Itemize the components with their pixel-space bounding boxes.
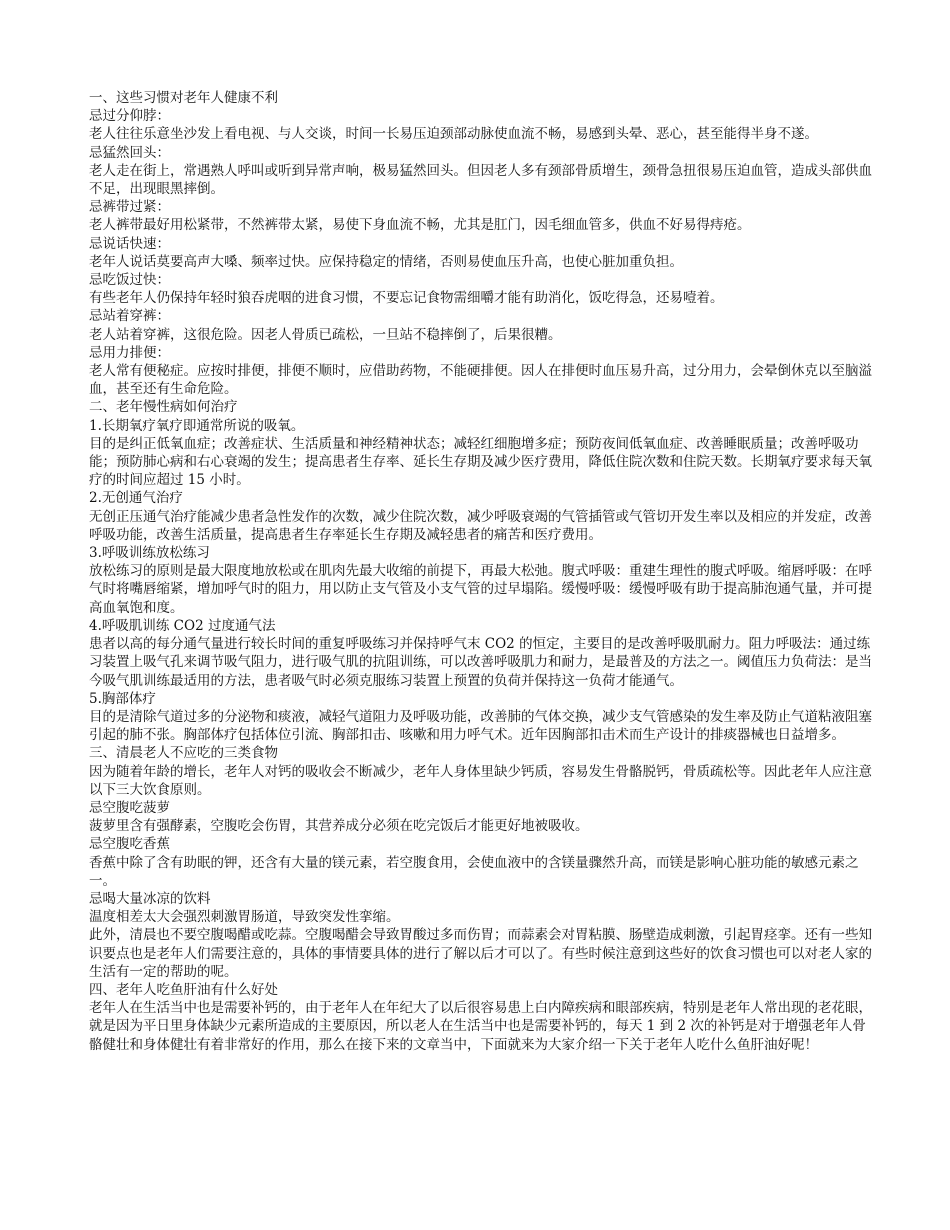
paragraph: 目的是纠正低氧血症；改善症状、生活质量和神经精神状态；减轻红细胞增多症；预防夜间低氧血症、改善睡眠质量；改善呼吸功能；预防肺心病和右心衰竭的发生；提高患者生存率、延长生存期及减少医疗费用，降低住院次数和住院天数。长期氧疗要求每天氧疗的时间应超过 15 小时。 (89, 435, 872, 489)
paragraph: 有些老年人仍保持年轻时狼吞虎咽的进食习惯，不要忘记食物需细嚼才能有助消化，饭吃得急，还易噎着。 (89, 290, 724, 307)
paragraph: 老年人在生活当中也是需要补钙的，由于老年人在年纪大了以后很容易患上白内障疾病和眼部疾病，特别是老年人常出现的老花眼，就是因为平日里身体缺少元素所造成的主要原因，所以老人在生活当中也是需要补钙的，每天 1 到 2 次的补钙是对于增强老年人骨骼健壮和身体健壮有着非常好的作用，那么在接下来的文章当中，下面就来为大家介绍一下关于老年人吃什么鱼肝油好呢！ (89, 1000, 872, 1053)
section-heading-4: 四、老年人吃鱼肝油有什么好处 (89, 981, 278, 998)
section-heading-1: 一、这些习惯对老年人健康不利 (89, 90, 278, 106)
document-page (89, 89, 873, 1054)
paragraph: 此外，清晨也不要空腹喝醋或吃蒜。空腹喝醋会导致胃酸过多而伤胃；而蒜素会对胃粘膜、肠壁造成刺激，引起胃痉挛。还有一些知识要点也是老年人们需要注意的，具体的事情要具体的进行了解以后才可以了。有些时候注意到这些好的饮食习惯也可以对老人家的生活有一定的帮助的呢。 (89, 927, 872, 980)
numbered-heading: 4.呼吸肌训练 CO2 过度通气法 (89, 617, 276, 634)
subheading: 忌说话快速： (89, 235, 170, 252)
paragraph: 温度相差太大会强烈刺激胃肠道，导致突发性挛缩。 (89, 909, 400, 926)
paragraph: 老人走在街上，常遇熟人呼叫或听到异常声响，极易猛然回头。但因老人多有颈部骨质增生，颈骨急扭很易压迫血管，造成头部供血不足，出现眼黑摔倒。 (89, 162, 872, 198)
numbered-heading: 5.胸部体疗 (89, 690, 156, 707)
numbered-heading: 2.无创通气治疗 (89, 490, 183, 507)
subheading: 忌空腹吃香蕉 (89, 836, 170, 853)
numbered-heading: 1.长期氧疗氧疗即通常所说的吸氧。 (89, 417, 305, 434)
subheading: 忌猛然回头： (89, 144, 170, 161)
subheading: 忌吃饭过快： (89, 272, 170, 289)
paragraph: 无创正压通气治疗能减少患者急性发作的次数，减少住院次数，减少呼吸衰竭的气管插管或气管切开发生率以及相应的并发症，改善呼吸功能，改善生活质量，提高患者生存率延长生存期及减轻患者的痛苦和医疗费用。 (89, 508, 872, 543)
numbered-heading: 3.呼吸训练放松练习 (89, 545, 210, 562)
paragraph: 老人往往乐意坐沙发上看电视、与人交谈，时间一长易压迫颈部动脉使血流不畅，易感到头晕、恶心，甚至能得半身不遂。 (89, 126, 818, 143)
subheading: 忌站着穿裤： (89, 308, 170, 325)
subheading: 忌过分仰脖： (89, 108, 170, 125)
paragraph: 老人裤带最好用松紧带，不然裤带太紧，易使下身血流不畅，尤其是肛门，因毛细血管多，供血不好易得痔疮。 (89, 217, 751, 234)
paragraph: 患者以高的每分通气量进行较长时间的重复呼吸练习并保持呼气末 CO2 的恒定，主要目的是改善呼吸肌耐力。阻力呼吸法：通过练习装置上吸气孔来调节吸气阻力，进行吸气肌的抗阻训练，可以改善呼吸肌力和耐力，是最普及的方法之一。阈值压力负荷法：是当今吸气肌训练最适用的方法，患者吸气时必须克服练习装置上预置的负荷并保持这一负荷才能通气。 (89, 636, 872, 689)
paragraph: 目的是清除气道过多的分泌物和痰液，减轻气道阻力及呼吸功能，改善肺的气体交换，减少支气管感染的发生率及防止气道粘液阻塞引起的肺不张。胸部体疗包括体位引流、胸部扣击、咳嗽和用力呼气术。近年因胸部扣击术而生产设计的排痰器械也日益增多。 (89, 708, 872, 744)
section-heading-3: 三、清晨老人不应吃的三类食物 (89, 745, 278, 762)
paragraph: 香蕉中除了含有助眠的钾，还含有大量的镁元素，若空腹食用，会使血液中的含镁量骤然升高，而镁是影响心脏功能的敏感元素之一。 (89, 854, 859, 889)
paragraph: 老年人说话莫要高声大嗓、频率过快。应保持稳定的情绪，否则易使血压升高，也使心脏加重负担。 (89, 253, 683, 270)
paragraph: 放松练习的原则是最大限度地放松或在肌肉先最大收缩的前提下，再最大松弛。腹式呼吸：重建生理性的腹式呼吸。缩唇呼吸：在呼气时将嘴唇缩紧，增加呼气时的阻力，用以防止支气管及小支气管的过早塌陷。缓慢呼吸：缓慢呼吸有助于提高肺泡通气量，并可提高血氧饱和度。 (89, 563, 872, 616)
subheading: 忌空腹吃菠萝 (89, 799, 170, 816)
paragraph: 老人站着穿裤，这很危险。因老人骨质已疏松，一旦站不稳摔倒了，后果很糟。 (89, 326, 562, 343)
section-heading-2: 二、老年慢性病如何治疗 (89, 399, 238, 416)
subheading: 忌用力排便： (89, 344, 170, 361)
subheading: 忌裤带过紧： (89, 199, 170, 216)
paragraph: 因为随着年龄的增长，老年人对钙的吸收会不断减少，老年人身体里缺少钙质，容易发生骨骼脱钙，骨质疏松等。因此老年人应注意以下三大饮食原则。 (89, 763, 872, 798)
paragraph: 老人常有便秘症。应按时排便，排便不顺时，应借助药物，不能硬排便。因人在排便时血压易升高，过分用力，会晕倒休克以至脑溢血，甚至还有生命危险。 (89, 363, 872, 398)
paragraph: 菠萝里含有强酵素，空腹吃会伤胃，其营养成分必须在吃完饭后才能更好地被吸收。 (89, 818, 589, 835)
subheading: 忌喝大量冰凉的饮料 (89, 890, 211, 907)
